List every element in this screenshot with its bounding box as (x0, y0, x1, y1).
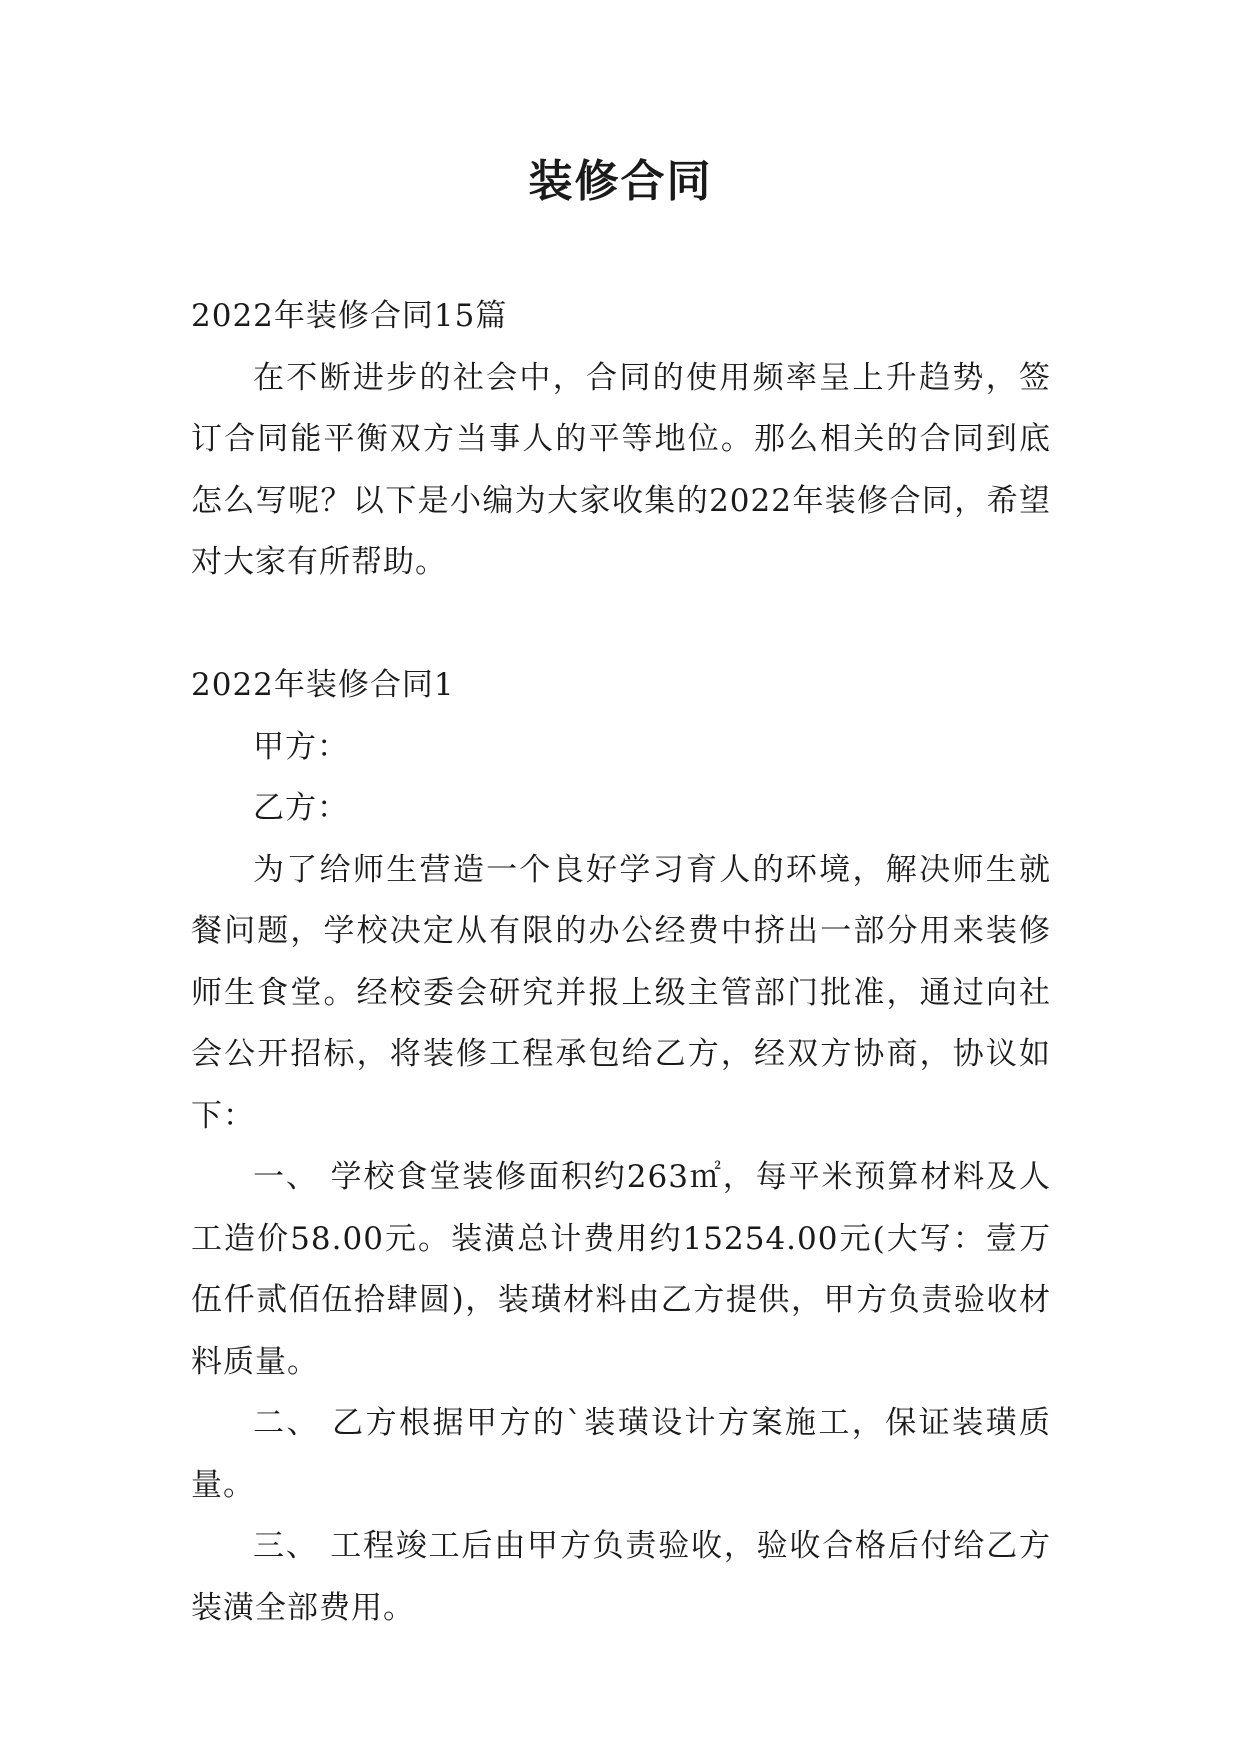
clause-3: 三、 工程竣工后由甲方负责验收，验收合格后付给乙方装潢全部费用。 (191, 1528, 1051, 1626)
intro-paragraph: 在不断进步的社会中，合同的使用频率呈上升趋势，签订合同能平衡双方当事人的平等地位。那么相关的合同到底怎么写呢？以下是小编为大家收集的2022年装修合同，希望对大家有所帮助。 (191, 359, 1051, 580)
party-b-line: 乙方： (253, 790, 349, 826)
clause-2: 二、 乙方根据甲方的`装璜设计方案施工，保证装璜质量。 (191, 1405, 1051, 1503)
clause-1: 一、 学校食堂装修面积约263㎡，每平米预算材料及人工造价58.00元。装潢总计费用约15254.00元(大写：壹万伍仟贰佰伍拾肆圆)，装璜材料由乙方提供，甲方负责验收材料质量。 (191, 1159, 1051, 1380)
party-a-line: 甲方： (253, 728, 349, 765)
section-heading: 2022年装修合同1 (191, 667, 455, 703)
document-body (191, 286, 1051, 1639)
document-title: 装修合同 (528, 156, 713, 207)
paragraph-spacer (191, 594, 1051, 656)
preamble-paragraph: 为了给师生营造一个良好学习育人的环境，解决师生就餐问题，学校决定从有限的办公经费中挤出一部分用来装修师生食堂。经校委会研究并报上级主管部门批准，通过向社会公开招标，将装修工程承包给乙方，经双方协商，协议如下： (191, 851, 1051, 1134)
document-subtitle: 2022年装修合同15篇 (191, 298, 508, 334)
